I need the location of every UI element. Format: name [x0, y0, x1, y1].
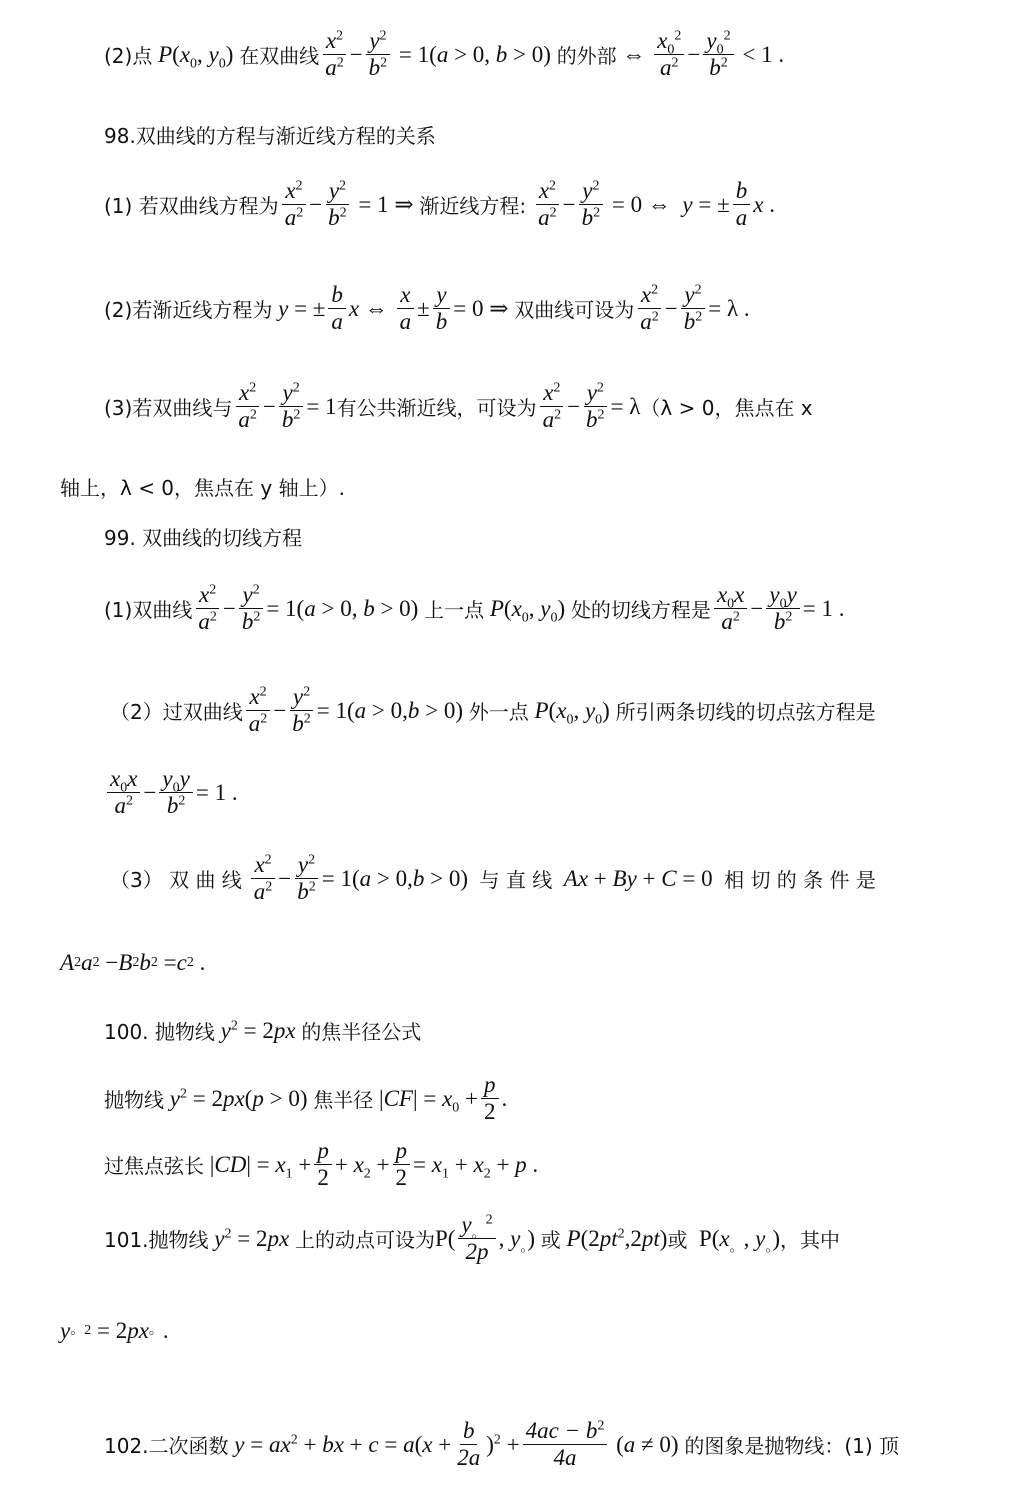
item98-1-line: (1) 若双曲线方程为 $x^2$ $a^2$ − $\frac{y^2}{b^2}$ = 1 ⇒ 渐近线方程: $x^2$ $a^2$ − $\frac{y^2}{b^2}$ = 0 ⇔ y = ± $\frac{b}{a}$ x .: [104, 178, 775, 231]
item98-2-line: (2)若渐近线方程为 y = ± $\frac{b}{a}$ x ⇔ x a ± $\frac{y}{b}$ = 0 ⇒ 双曲线可设为 $x^2$ $a^2$ − $\frac{y^2}{b^2}$ = λ .: [104, 282, 750, 335]
item98-3-line: (3)若双曲线与 $x^2$ $a^2$ − $\frac{y^2}{b^2}$ = 1 有公共渐近线，可设为 $x^2$ $a^2$ − $\frac{y^2}{b^2}$ = λ （λ > 0，焦点在 x: [104, 380, 813, 433]
item98-heading: 98.双曲线的方程与渐近线方程的关系: [104, 124, 436, 148]
item99-2-result: $x_0x$ $a^2$ − $\frac{y_0y}{b^2}$ = 1 .: [104, 766, 238, 820]
item99-3-line: （3） 双 曲 线 $x^2$ $a^2$ − $\frac{y^2}{b^2}$ = 1(a > 0,b > 0) 与 直 线 Ax + By + C = 0 相 切 的 条 件 是: [110, 852, 876, 905]
item99-3-condition: A 2 a 2 − B 2 b 2 = c 2 .: [60, 950, 206, 975]
item99-heading: 99. 双曲线的切线方程: [104, 526, 303, 550]
item100-heading: 100. 抛物线 $y^2 = 2px$ 的焦半径公式: [104, 1017, 422, 1044]
item101-condition: y 。 2 = 2 px 。 .: [60, 1318, 169, 1343]
item98-3-continuation: 轴上，λ < 0，焦点在 y 轴上）.: [60, 476, 345, 500]
item97-2-label: (2)点: [104, 44, 153, 69]
item102-line: 102.二次函数 $y = ax^2$ + bx + c = a(x + $\frac{b}{2a}$ )$^2$ + $\frac{4ac - b^2}{4a}$ (a ≠ 0) 的图象是抛物线：(1) 顶: [104, 1418, 900, 1471]
item100-line1: 抛物线 $y^2 = 2px(p > 0)$ 焦半径 $|CF| = x_0$ + $\frac{p}{2}$ .: [104, 1072, 508, 1125]
item101-line: 101.抛物线 $y^2 = 2px$ 上的动点可设为 P( $y_。^2$ 2p , $y_。$) 或 $P(2pt^2,2pt)$ 或 $P(x_。$, $y_。$) ，其中: [104, 1212, 841, 1265]
item99-1-line: (1)双曲线 $x^2$ $a^2$ − $\frac{y^2}{b^2}$ = 1(a > 0, b > 0) 上一点 $P(x_0$, $y_0$) 处的切线方程是 $x_0x$ $a^2$ − $\frac{y_0y}{b^2}$ = 1 .: [104, 582, 845, 635]
item97-2-line: (2)点 $P(x_0$, $y_0$) 在双曲线 $x^2$ $a^2$ − $\frac{y^2}{b^2}$ = 1(a > 0, b > 0) 的外部 ⇔ $x_0^2$ $a^2$ − $\frac{y_0^2}{b^2}$ < 1 .: [104, 28, 785, 81]
math-point: $P(x_0$, $y_0$): [158, 41, 240, 72]
item100-line2: 过焦点弦长 $|CD| = x_1$ + $\frac{p}{2}$ + $x_2$ + $\frac{p}{2}$ = $x_1 + x_2 + p$ .: [104, 1138, 539, 1191]
item99-2-line: （2）过双曲线 $x^2$ $a^2$ − $\frac{y^2}{b^2}$ = 1(a > 0,b > 0) 外一点 $P(x_0$, $y_0$) 所引两条切线的切点弦方程是: [110, 684, 876, 737]
